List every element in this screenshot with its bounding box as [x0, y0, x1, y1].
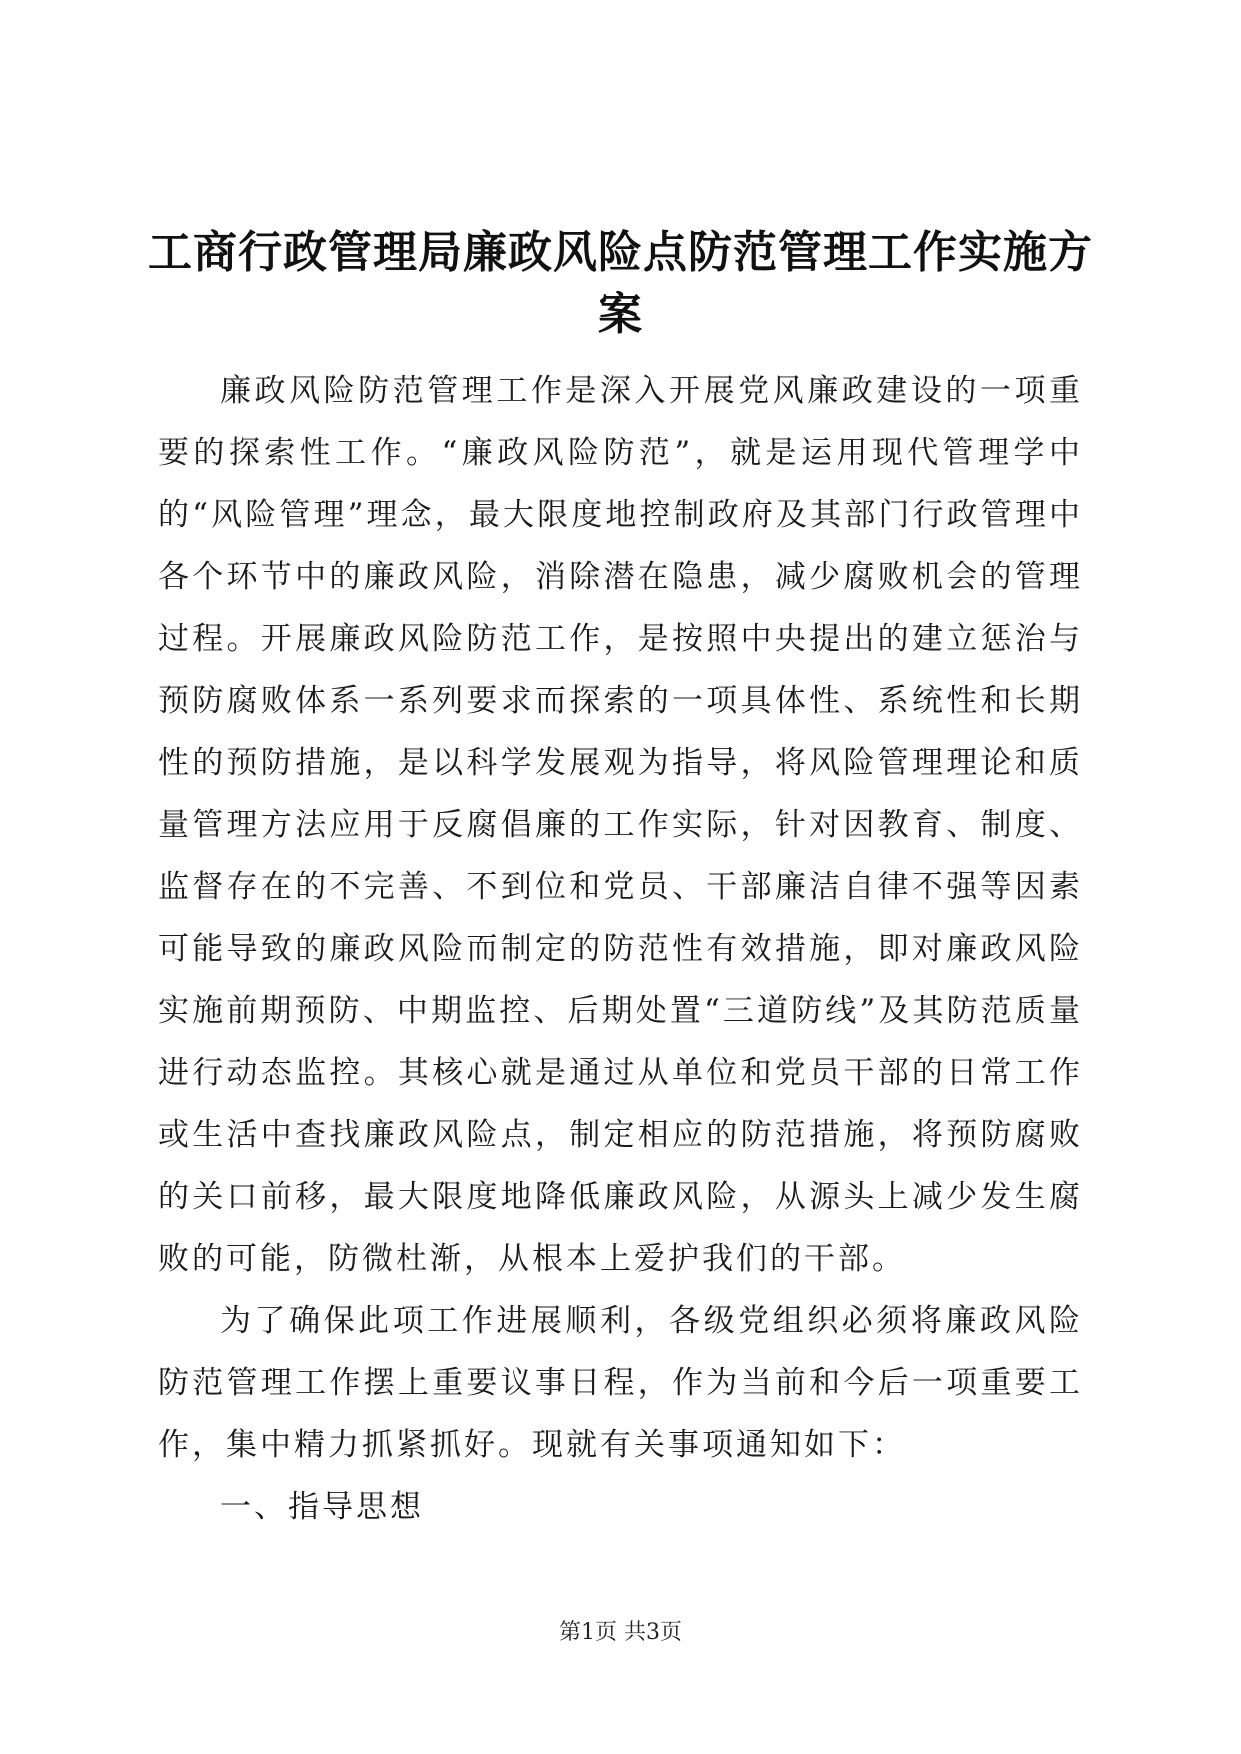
section-heading-guiding-ideology: 一、指导思想	[220, 1489, 424, 1525]
body-paragraph-2: 为了确保此项工作进展顺利，各级党组织必须将廉政风险防范管理工作摆上重要议事日程，作为当前和今后一项重要工作，集中精力抓紧抓好。现就有关事项通知如下：	[158, 1303, 1083, 1463]
document-title: 工商行政管理局廉政风险点防范管理工作实施方案	[148, 227, 1093, 341]
document-body	[158, 360, 1083, 1538]
page-number-indicator: 第1页 共3页	[559, 1620, 682, 1645]
page-footer	[0, 1618, 1241, 1648]
body-paragraph-1: 廉政风险防范管理工作是深入开展党风廉政建设的一项重要的探索性工作。“廉政风险防范”，就是运用现代管理学中的“风险管理”理念，最大限度地控制政府及其部门行政管理中各个环节中的廉政风险，消除潜在隐患，减少腐败机会的管理过程。开展廉政风险防范工作，是按照中央提出的建立惩治与预防腐败体系一系列要求而探索的一项具体性、系统性和长期性的预防措施，是以科学发展观为指导，将风险管理理论和质量管理方法应用于反腐倡廉的工作实际，针对因教育、制度、监督存在的不完善、不到位和党员、干部廉洁自律不强等因素可能导致的廉政风险而制定的防范性有效措施，即对廉政风险实施前期预防、中期监控、后期处置“三道防线”及其防范质量进行动态监控。其核心就是通过从单位和党员干部的日常工作或生活中查找廉政风险点，制定相应的防范措施，将预防腐败的关口前移，最大限度地降低廉政风险，从源头上减少发生腐败的可能，防微杜渐，从根本上爱护我们的干部。	[158, 373, 1083, 1277]
